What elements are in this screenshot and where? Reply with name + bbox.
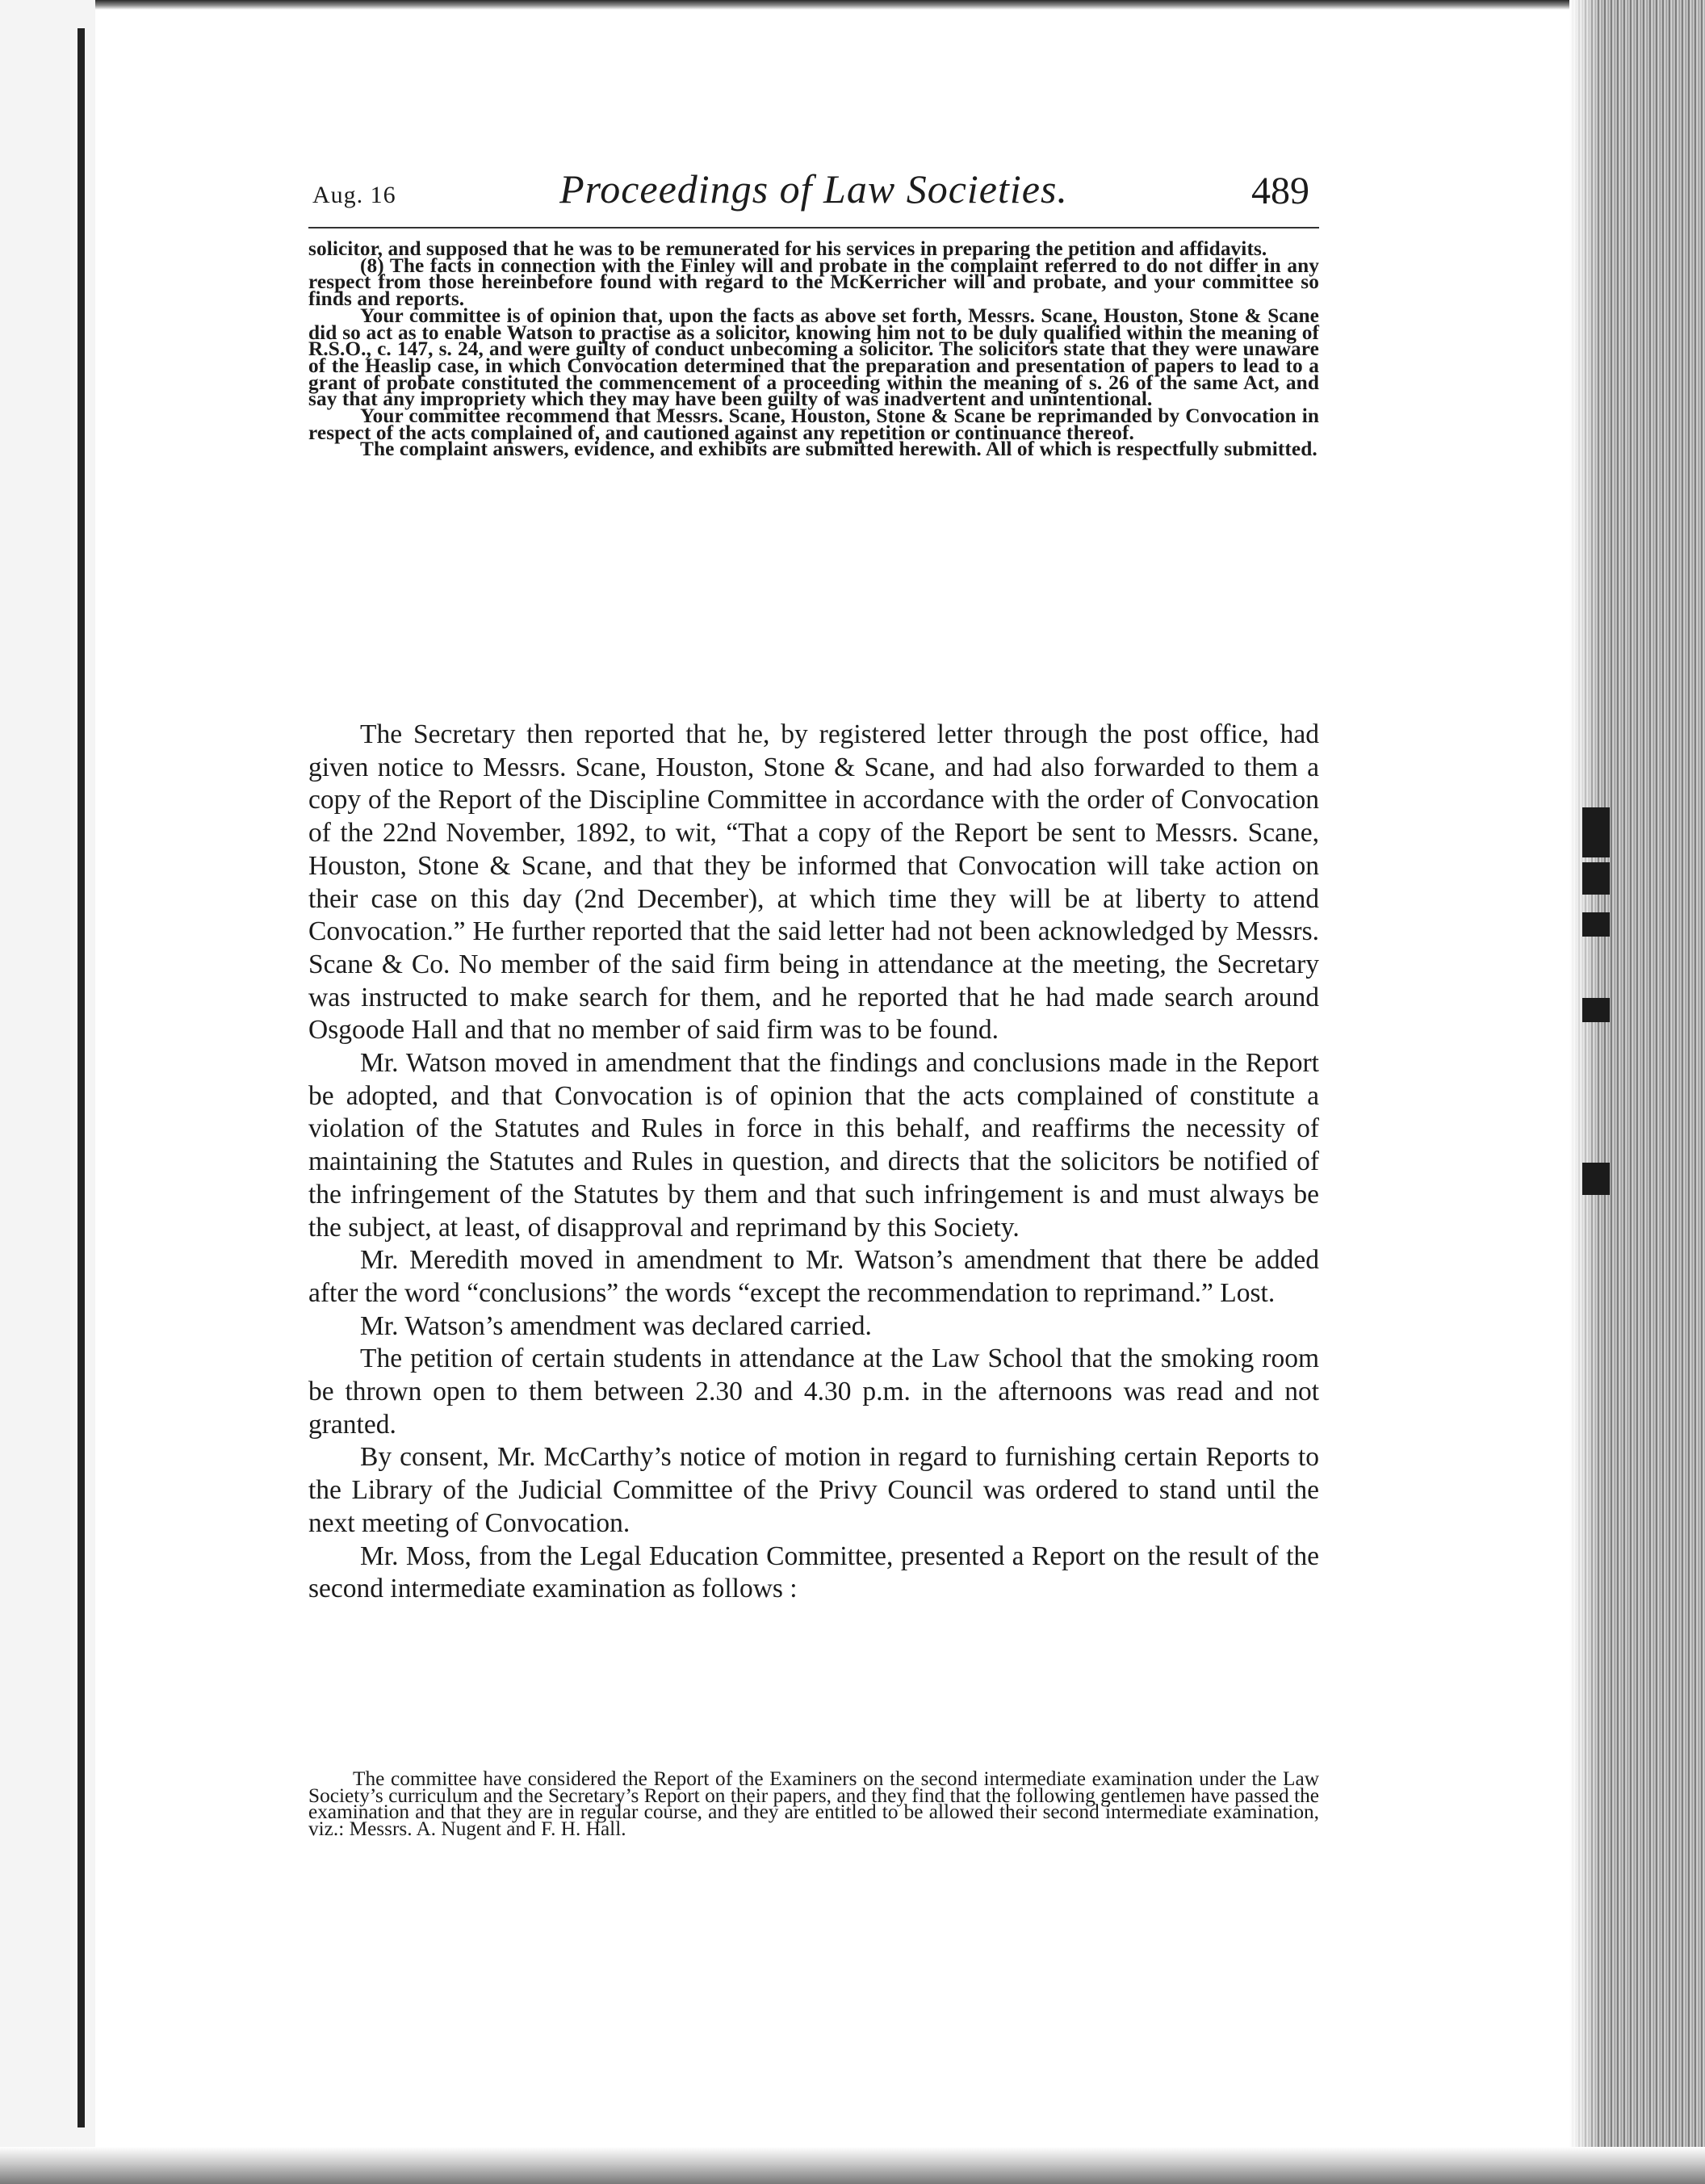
page-edge-mark	[1582, 1163, 1610, 1195]
body-paragraph: The Secretary then reported that he, by registered letter through the post office, had given notice to Messrs. Scane, Houston, Stone & Scane, and had also forwarded to them a copy of the Report of the Discipline Committee in accordance with the order of Convocation of the 22nd November, 1892, to wit, “That a copy of the Report be sent to Messrs. Scane, Houston, Stone & Scane, and that they be informed that Convocation will take action on their case on this day (2nd December), at which time they will be at liberty to attend Convocation.” He further reported that the said letter had not been acknowledged by Messrs. Scane & Co. No member of the said firm being in attendance at the meeting, the Secretary was instructed to make search for them, and he reported that he had made search around Osgoode Hall and that no member of said firm was to be found.	[308, 719, 1319, 1046]
body-paragraph: Mr. Watson’s amendment was declared carried.	[360, 1310, 872, 1341]
report-paragraph: Your committee is of opinion that, upon the facts as above set forth, Messrs. Scane, Houston, Stone & Scane did so act as to enable Watson to practise as a solicitor, knowing him not to be duly qualified within the meaning of R.S.O., c. 147, s. 24, and were guilty of conduct unbecoming a solicitor. The solicitors state that they were unaware of the Heaslip case, in which Convocation determined that the preparation and presentation of papers to lead to a grant of probate constituted the commencement of a proceeding within the meaning of s. 26 of the same Act, and say that any impropriety which they may have been guilty of was inadvertent and unintentional.	[308, 304, 1319, 411]
page-edge-mark	[1582, 912, 1610, 937]
report-paragraph: The complaint answers, evidence, and exhibits are submitted herewith. All of which is respectfully submitted.	[360, 438, 1318, 461]
body-paragraph: Mr. Moss, from the Legal Education Committee, presented a Report on the result of the second intermediate examination as follows :	[308, 1541, 1319, 1604]
committee-report-paragraph: The committee have considered the Report of the Examiners on the second intermediate examination under the Law Society’s curriculum and the Secretary’s Report on their papers, and they find that the following gentlemen have passed the examination and that they are in regular course, and they are entitled to be allowed their second intermediate examination, viz.: Messrs. A. Nugent and F. H. Hall.	[308, 1767, 1319, 1840]
body-paragraph: Mr. Watson moved in amendment that the findings and conclusions made in the Report be adopted, and that Convocation is of opinion that the acts complained of constitute a violation of the Statutes and Rules in force in this behalf, and reaffirms the necessity of maintaining the Statutes and Rules in question, and directs that the solicitors be notified of the infringement of the Statutes by them and that such infringement is and must always be the subject, at least, of disapproval and reprimand by this Society.	[308, 1048, 1319, 1243]
scan-bottom-edge	[0, 2147, 1705, 2184]
body-paragraph: By consent, Mr. McCarthy’s notice of motion in regard to furnishing certain Reports to the Library of the Judicial Committee of the Privy Council was ordered to stand until the next meeting of Convocation.	[308, 1442, 1319, 1538]
legal-education-report-text	[308, 1767, 1319, 1840]
header-rule	[308, 227, 1319, 228]
report-paragraph: Your committee recommend that Messrs. Scane, Houston, Stone & Scane be reprimanded by Convocation in respect of the acts complained of, and cautioned against any repetition or continuance thereof.	[308, 405, 1319, 444]
page-number: 489	[1251, 170, 1309, 212]
page-edge-mark	[1582, 998, 1610, 1022]
scan-top-edge	[0, 0, 1574, 10]
body-paragraph: The petition of certain students in attendance at the Law School that the smoking room be thrown open to them between 2.30 and 4.30 p.m. in the afternoons was read and not granted.	[308, 1344, 1319, 1440]
report-paragraph: solicitor, and supposed that he was to be remunerated for his services in preparing the petition and affidavits.	[308, 237, 1267, 260]
body-paragraph: Mr. Meredith moved in amendment to Mr. Watson’s amendment that there be added after the word “conclusions” the words “except the recommendation to reprimand.” Lost.	[308, 1245, 1319, 1308]
page-edge-mark	[1582, 862, 1610, 895]
page-title: Proceedings of Law Societies.	[559, 166, 1068, 212]
running-head	[308, 164, 1319, 220]
discipline-report-text	[308, 237, 1319, 461]
report-paragraph: (8) The facts in connection with the Finley will and probate in the complaint referred to do not differ in any respect from those hereinbefore found with regard to the McKerricher will and probate, and your committee so finds and reports.	[308, 254, 1319, 311]
scan-right-edge	[1569, 0, 1705, 2184]
header-date: Aug. 16	[312, 182, 396, 208]
binding-line	[78, 28, 85, 2127]
page-edge-mark	[1582, 807, 1610, 857]
proceedings-text	[308, 719, 1319, 1606]
